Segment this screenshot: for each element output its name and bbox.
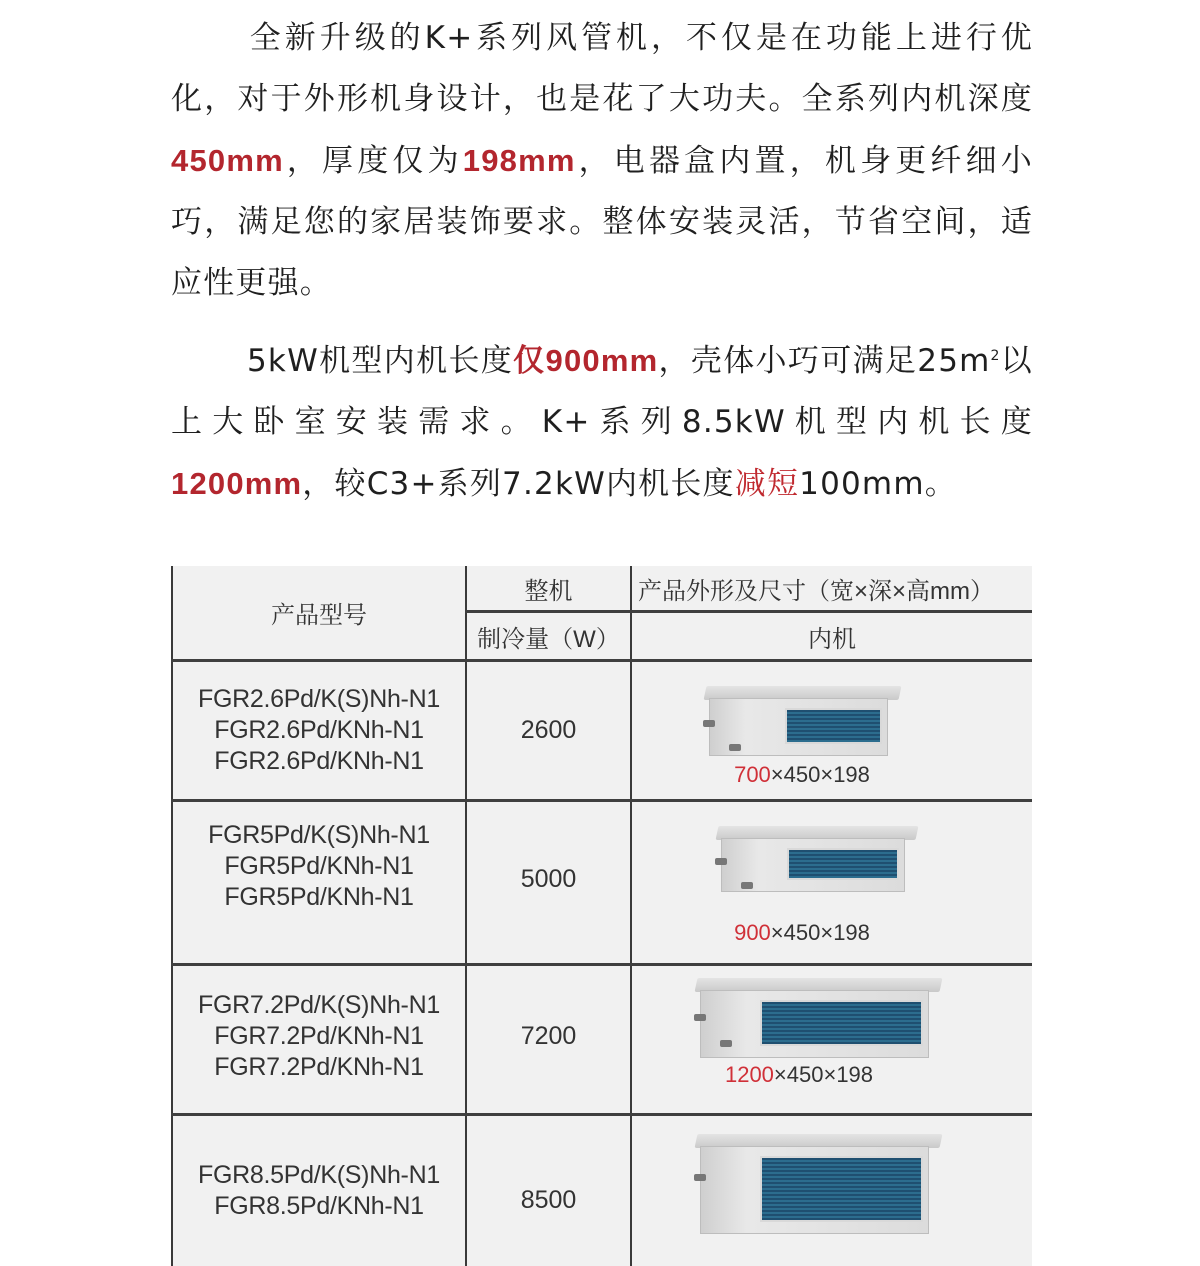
indoor-unit-cell	[632, 802, 1032, 963]
dims-rest: ×450×198	[770, 920, 870, 945]
model-name: FGR8.5Pd/K(S)Nh-N1	[198, 1161, 440, 1189]
spec-table	[171, 566, 1032, 1266]
duct-unit-image	[705, 686, 900, 756]
paragraph-text: 100mm。	[799, 466, 957, 502]
capacity-value: 7200	[520, 1022, 577, 1050]
paragraph-text: 以上大卧室安装需求。K+系列8.5kW机型内机长度	[171, 343, 1033, 440]
model-name: FGR5Pd/KNh-N1	[224, 852, 414, 880]
duct-unit-image	[696, 978, 941, 1058]
paragraph-text: ，电器盒内置，机身更纤细小巧，满足您的家居装饰要求。整体安装灵活，节省空间，适应性更强。	[171, 143, 1033, 301]
paragraph-text: ，较C3+系列7.2kW内机长度	[302, 466, 735, 502]
duct-unit-image	[717, 826, 917, 892]
dimensions-label	[734, 762, 870, 788]
model-name: FGR2.6Pd/K(S)Nh-N1	[198, 685, 440, 713]
header-dimensions: 产品外形及尺寸（宽×深×高mm）	[638, 577, 995, 605]
superscript: 2	[990, 348, 1001, 364]
model-name: FGR7.2Pd/K(S)Nh-N1	[198, 991, 440, 1019]
dimensions-label	[725, 1062, 873, 1088]
indoor-unit-cell	[632, 662, 1032, 799]
capacity-value: 8500	[520, 1186, 577, 1214]
length-paragraph	[171, 330, 1033, 515]
model-name: FGR8.5Pd/KNh-N1	[214, 1192, 424, 1220]
dims-rest: ×450×198	[773, 1062, 874, 1087]
duct-unit-image	[696, 1134, 941, 1234]
table-row-models	[173, 662, 465, 799]
thickness-highlight: 198mm	[462, 143, 576, 178]
model-name: FGR2.6Pd/KNh-N1	[214, 716, 424, 744]
length-highlight: 1200mm	[171, 466, 303, 501]
paragraph-text: ，壳体小巧可满足25m	[658, 343, 991, 379]
model-name: FGR7.2Pd/KNh-N1	[214, 1053, 424, 1081]
paragraph-text: ，厚度仅为	[283, 143, 463, 179]
capacity-value: 2600	[520, 716, 577, 744]
paragraph-text: 全新升级的K+系列风管机，不仅是在功能上进行优化，对于外形机身设计，也是花了大功夫。全系列内机深度	[171, 20, 1033, 117]
shortened-highlight: 减短	[734, 466, 800, 502]
header-unit: 整机	[524, 577, 573, 605]
dimensions-label	[734, 920, 870, 946]
model-name: FGR7.2Pd/KNh-N1	[214, 1022, 424, 1050]
depth-highlight: 450mm	[171, 143, 284, 178]
length-value: 900	[734, 920, 771, 945]
table-row-models	[173, 802, 465, 963]
length-highlight: 仅900mm	[513, 343, 659, 378]
paragraph-text: 5kW机型内机长度	[247, 343, 514, 379]
model-name: FGR2.6Pd/KNh-N1	[214, 747, 424, 775]
dims-rest: ×450×198	[770, 762, 870, 787]
intro-paragraph	[171, 8, 1033, 314]
header-model: 产品型号	[271, 602, 367, 629]
model-name: FGR5Pd/K(S)Nh-N1	[208, 821, 430, 849]
model-name: FGR5Pd/KNh-N1	[224, 883, 414, 911]
length-value: 1200	[724, 1062, 774, 1087]
indoor-unit-cell	[632, 966, 1032, 1113]
length-value: 700	[734, 762, 771, 787]
header-indoor-unit: 内机	[808, 625, 856, 653]
header-capacity: 制冷量（W）	[477, 625, 620, 653]
table-row-models	[173, 1116, 465, 1266]
table-row-models	[173, 966, 465, 1113]
indoor-unit-cell	[632, 1116, 1032, 1266]
capacity-value: 5000	[520, 865, 577, 893]
